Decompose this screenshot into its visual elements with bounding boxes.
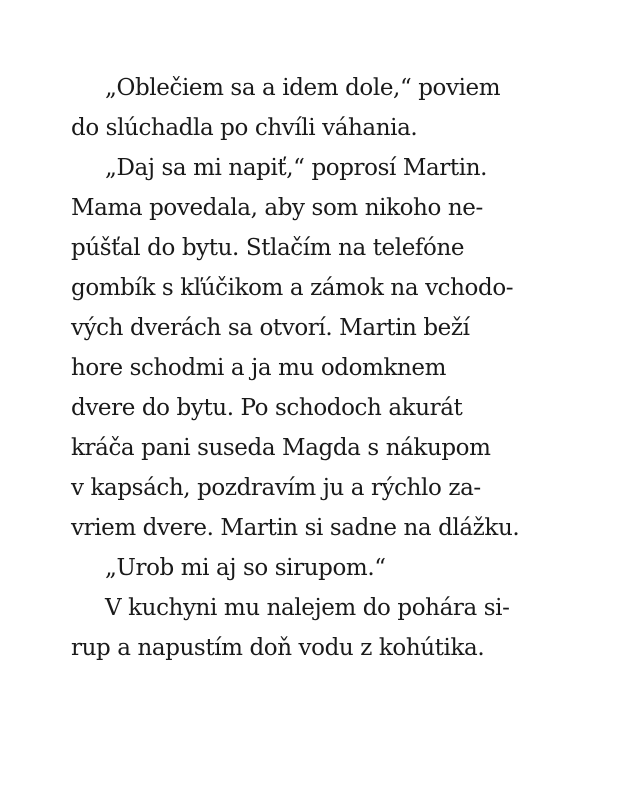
paragraph-line: „Urob mi aj so sirupom.“	[105, 555, 386, 581]
paragraph-line: „Daj sa mi napiť,“ poprosí Martin.	[105, 155, 488, 181]
paragraph-line: V kuchyni mu nalejem do pohára si-	[105, 595, 510, 621]
paragraph-line: Mama povedala, aby som nikoho ne-	[71, 195, 483, 221]
paragraph-line: gombík s kľúčikom a zámok na vchodo-	[71, 275, 514, 301]
paragraph-line: rup a napustím doň vodu z kohútika.	[71, 635, 485, 661]
paragraph-line: „Oblečiem sa a idem dole,“ poviem	[105, 75, 501, 101]
paragraph-line: vriem dvere. Martin si sadne na dlážku.	[71, 515, 520, 541]
paragraph-line: dvere do bytu. Po schodoch akurát	[71, 395, 463, 421]
paragraph-line: vých dverách sa otvorí. Martin beží	[71, 315, 470, 341]
paragraph-line: kráča pani suseda Magda s nákupom	[71, 435, 491, 461]
paragraph-line: do slúchadla po chvíli váhania.	[71, 115, 418, 141]
paragraph-line: hore schodmi a ja mu odomknem	[71, 355, 447, 381]
paragraph-line: púšťal do bytu. Stlačím na telefóne	[71, 235, 465, 261]
paragraph-line: v kapsách, pozdravím ju a rýchlo za-	[71, 475, 481, 501]
body-text	[71, 68, 571, 668]
